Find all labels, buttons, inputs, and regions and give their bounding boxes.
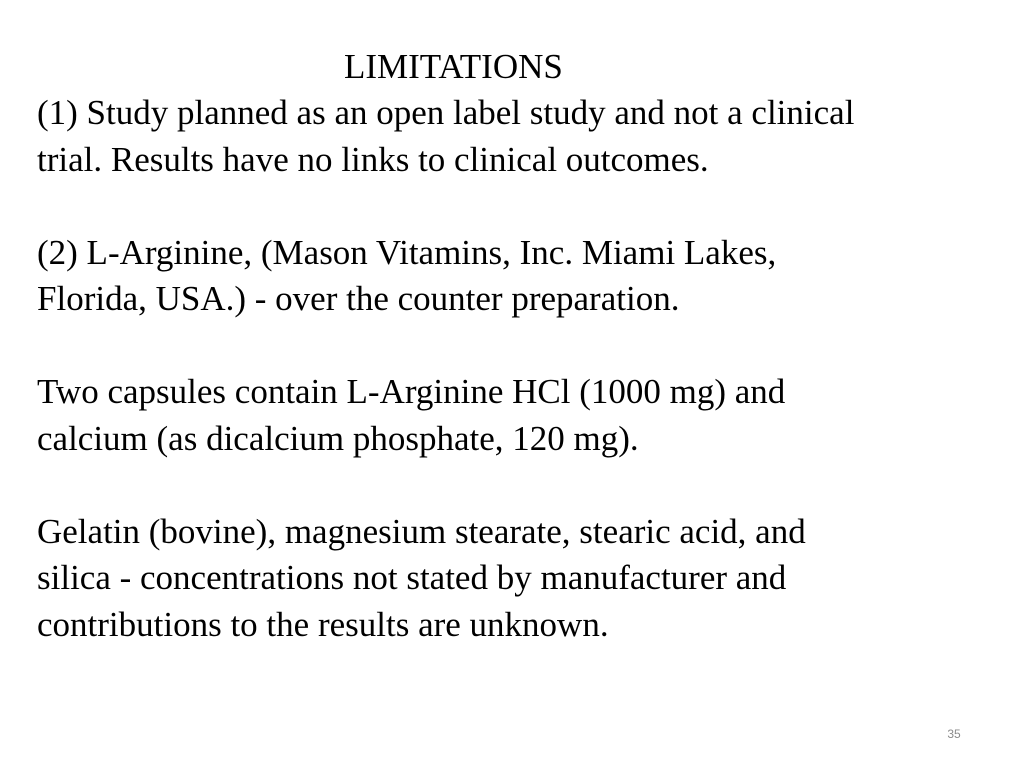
text-line: Florida, USA.) - over the counter preparation. xyxy=(37,279,680,318)
text-line: Gelatin (bovine), magnesium stearate, stearic acid, and xyxy=(37,511,806,551)
text-line: trial. Results have no links to clinical outcomes. xyxy=(37,139,709,179)
text-line: Two capsules contain L-Arginine HCl (1000 mg) and xyxy=(37,372,786,411)
page-number: 35 xyxy=(947,727,961,741)
paragraph-spacer xyxy=(37,183,997,230)
paragraph-other-ingredients xyxy=(37,509,997,649)
paragraph-spacer xyxy=(37,323,997,370)
text-line: calcium (as dicalcium phosphate, 120 mg). xyxy=(37,418,639,458)
text-line: (1) Study planned as an open label study and not a clinical xyxy=(37,93,855,132)
text-line: (2) L-Arginine, (Mason Vitamins, Inc. Miami Lakes, xyxy=(37,232,777,272)
text-line: contributions to the results are unknown. xyxy=(37,604,609,644)
slide-title: LIMITATIONS xyxy=(344,47,563,86)
paragraph-product-source xyxy=(37,230,997,323)
paragraph-capsule-contents xyxy=(37,369,997,462)
paragraph-spacer xyxy=(37,462,997,509)
text-line: silica - concentrations not stated by manufacturer and xyxy=(37,558,787,597)
paragraph-study-design xyxy=(37,90,997,183)
slide-body xyxy=(37,90,997,648)
